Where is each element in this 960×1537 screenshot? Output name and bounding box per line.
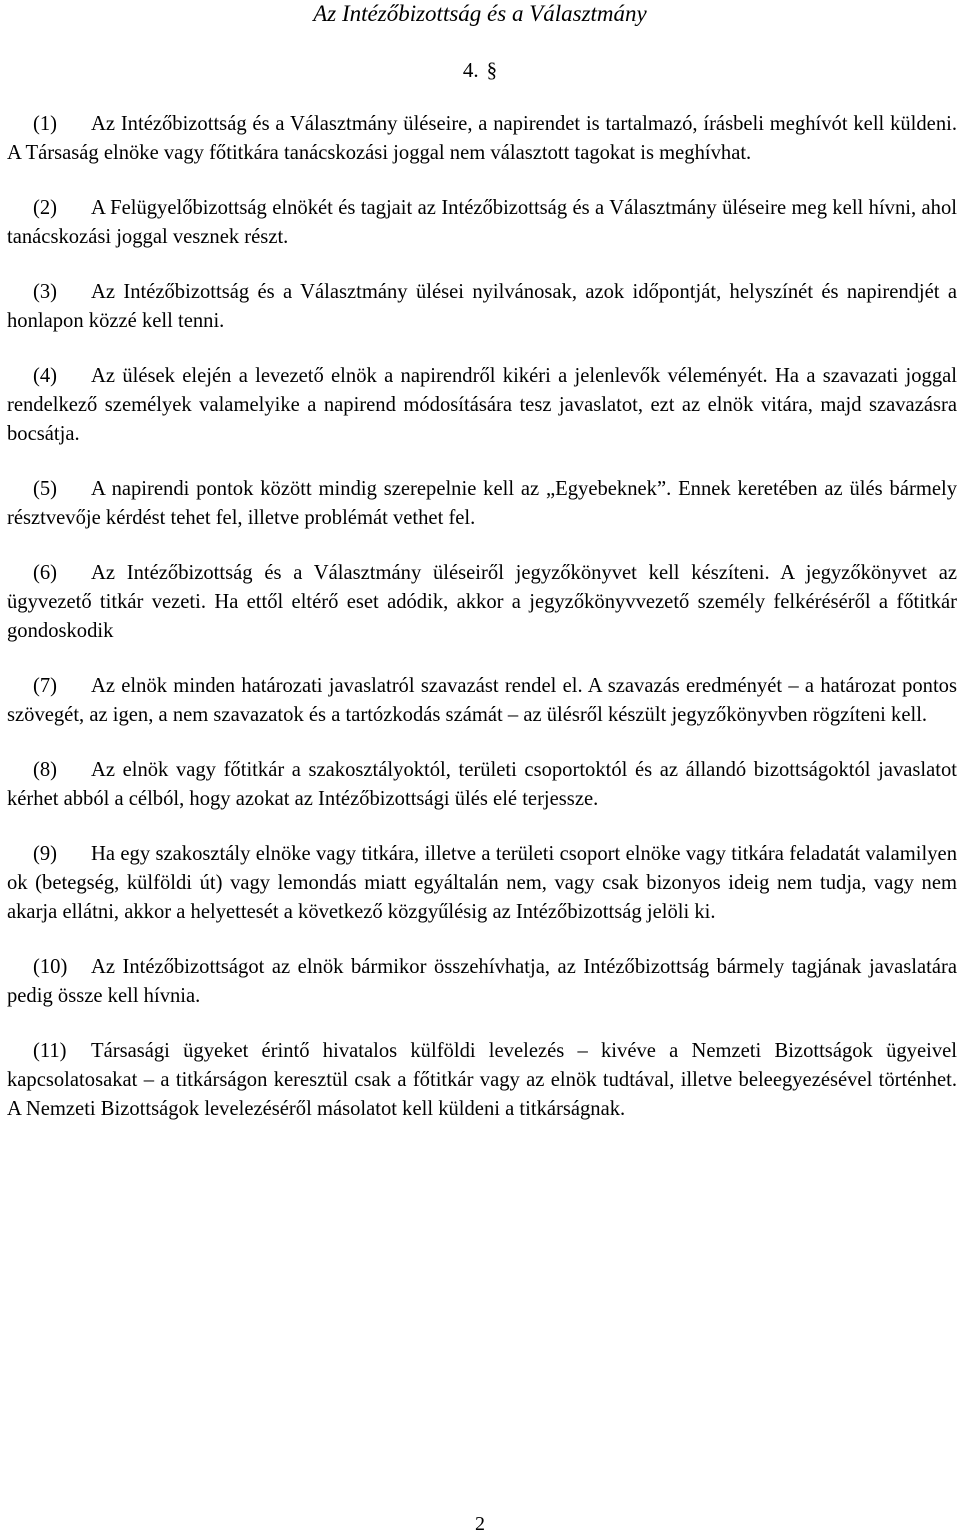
paragraph-4 xyxy=(7,362,957,449)
running-header: Az Intézőbizottság és a Választmány xyxy=(313,1,647,26)
paragraph-11 xyxy=(7,1037,957,1124)
paragraph-1 xyxy=(7,110,957,168)
document-body xyxy=(7,110,957,1150)
paragraph-number: (8) xyxy=(33,759,58,781)
paragraph-text: Társasági ügyeket érintő hivatalos külföldi levelezés – kivéve a Nemzeti Bizottságok ügyeivel kapcsolatosakat – a titkárságon keresztül csak a főtitkár vagy az elnök tudtával, illetve beleegyezésével történhet. A Nemzeti Bizottságok levelezéséről másolatot kell küldeni a titkárságnak. xyxy=(7,1040,957,1120)
paragraph-2 xyxy=(7,194,957,252)
paragraph-number: (7) xyxy=(33,675,58,697)
section-number: 4. xyxy=(462,58,479,82)
paragraph-number: (3) xyxy=(33,281,58,303)
paragraph-9 xyxy=(7,840,957,927)
paragraph-text: Az ülések elején a levezető elnök a napirendről kikéri a jelenlevők véleményét. Ha a szavazati joggal rendelkező személyek valamelyike a napirend módosítására tesz javaslatot, ezt az elnök vitára, majd szavazásra bocsátja. xyxy=(7,365,957,445)
paragraph-7 xyxy=(7,672,957,730)
paragraph-text: Az elnök minden határozati javaslatról szavazást rendel el. A szavazás eredményét – a határozat pontos szövegét, az igen, a nem szavazatok és a tartózkodás számát – az ülésről készült jegyzőkönyvben rögzíteni kell. xyxy=(7,675,957,726)
paragraph-number: (11) xyxy=(33,1040,67,1062)
paragraph-8 xyxy=(7,756,957,814)
paragraph-text: Az elnök vagy főtitkár a szakosztályoktól, területi csoportoktól és az állandó bizottságoktól javaslatot kérhet abból a célból, hogy azokat az Intézőbizottsági ülés elé terjessze. xyxy=(7,759,957,810)
paragraph-number: (4) xyxy=(33,365,58,387)
paragraph-number: (1) xyxy=(33,113,58,135)
paragraph-number: (5) xyxy=(33,478,58,500)
paragraph-text: Az Intézőbizottságot az elnök bármikor összehívhatja, az Intézőbizottság bármely tagjának javaslatára pedig össze kell hívnia. xyxy=(7,956,957,1007)
paragraph-3 xyxy=(7,278,957,336)
paragraph-text: Az Intézőbizottság és a Választmány üléseire, a napirendet is tartalmazó, írásbeli meghívót kell küldeni. A Társaság elnöke vagy főtitkára tanácskozási joggal nem választott tagokat is meghívhat. xyxy=(7,113,957,164)
page-number: 2 xyxy=(475,1513,485,1535)
paragraph-text: A Felügyelőbizottság elnökét és tagjait az Intézőbizottság és a Választmány üléseire meg kell hívni, ahol tanácskozási joggal vesznek részt. xyxy=(7,197,957,248)
paragraph-number: (2) xyxy=(33,197,58,219)
section-symbol: § xyxy=(486,58,498,82)
paragraph-number: (10) xyxy=(33,956,68,978)
paragraph-5 xyxy=(7,475,957,533)
paragraph-10 xyxy=(7,953,957,1011)
paragraph-6 xyxy=(7,559,957,646)
paragraph-number: (9) xyxy=(33,843,58,865)
paragraph-text: Az Intézőbizottság és a Választmány ülései nyilvánosak, azok időpontját, helyszínét és napirendjét a honlapon közzé kell tenni. xyxy=(7,281,957,332)
paragraph-text: A napirendi pontok között mindig szerepelnie kell az „Egyebeknek”. Ennek keretében az ülés bármely résztvevője kérdést tehet fel, illetve problémát vethet fel. xyxy=(7,478,957,529)
paragraph-text: Ha egy szakosztály elnöke vagy titkára, illetve a területi csoport elnöke vagy titkára feladatát valamilyen ok (betegség, külföldi út) vagy lemondás miatt egyáltalán nem, vagy csak bizonyos ideig nem tudja, vagy nem akarja ellátni, akkor a helyettesét a következő közgyűlésig az Intézőbizottság jelöli ki. xyxy=(7,843,957,923)
section-heading xyxy=(0,56,960,84)
paragraph-text: Az Intézőbizottság és a Választmány üléseiről jegyzőkönyvet kell készíteni. A jegyzőkönyvet az ügyvezető titkár vezeti. Ha ettől eltérő eset adódik, akkor a jegyzőkönyvvezető személy felkéréséről a főtitkár gondoskodik xyxy=(7,562,957,642)
paragraph-number: (6) xyxy=(33,562,58,584)
